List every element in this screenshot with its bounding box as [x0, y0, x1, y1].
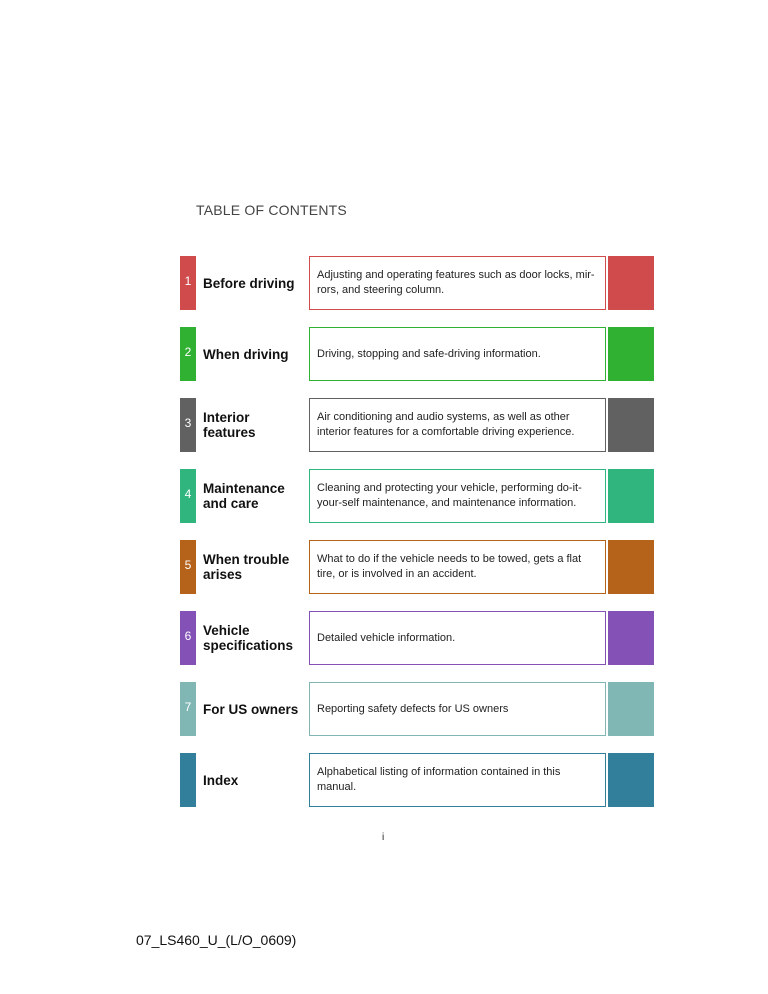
- section-number: 5: [184, 558, 192, 572]
- section-number-tab: [180, 753, 196, 807]
- section-description: Alphabetical listing of information contained in this manual.: [309, 753, 606, 807]
- section-number: 7: [184, 700, 192, 714]
- section-number-tab: [180, 611, 196, 665]
- section-title[interactable]: For US owners: [203, 701, 299, 717]
- section-color-tab: [608, 682, 654, 736]
- section-description: Cleaning and protecting your vehicle, performing do-it-your-self maintenance, and maintenance information.: [309, 469, 606, 523]
- section-number: 2: [184, 345, 192, 359]
- section-title[interactable]: Index: [203, 772, 239, 788]
- section-number-tab: [180, 469, 196, 523]
- section-description: Adjusting and operating features such as door locks, mir-rors, and steering column.: [309, 256, 606, 310]
- section-number: 1: [184, 274, 192, 288]
- section-color-tab: [608, 256, 654, 310]
- section-number-tab: [180, 682, 196, 736]
- toc-row-when-trouble-arises[interactable]: [180, 540, 654, 594]
- section-title[interactable]: Before driving: [203, 275, 295, 291]
- toc-row-when-driving[interactable]: [180, 327, 654, 381]
- section-number-tab: [180, 398, 196, 452]
- section-title[interactable]: Maintenance and care: [203, 481, 285, 511]
- section-color-tab: [608, 398, 654, 452]
- section-number-tab: [180, 327, 196, 381]
- section-color-tab: [608, 611, 654, 665]
- section-description: Driving, stopping and safe-driving information.: [309, 327, 606, 381]
- section-description: Detailed vehicle information.: [309, 611, 606, 665]
- section-title[interactable]: When driving: [203, 346, 289, 362]
- section-description: What to do if the vehicle needs to be towed, gets a flat tire, or is involved in an accident.: [309, 540, 606, 594]
- section-number: 3: [184, 416, 192, 430]
- section-title[interactable]: Vehicle specifications: [203, 623, 294, 653]
- page-number: i: [382, 832, 385, 843]
- section-number-tab: [180, 256, 196, 310]
- section-number: 4: [184, 487, 192, 501]
- section-number: 6: [184, 629, 192, 643]
- document-code: 07_LS460_U_(L/O_0609): [136, 932, 297, 948]
- toc-row-index[interactable]: [180, 753, 654, 807]
- toc-row-vehicle-specifications[interactable]: [180, 611, 654, 665]
- section-color-tab: [608, 540, 654, 594]
- section-description: Reporting safety defects for US owners: [309, 682, 606, 736]
- section-color-tab: [608, 753, 654, 807]
- page-title: TABLE OF CONTENTS: [196, 202, 347, 218]
- section-title[interactable]: Interior features: [203, 410, 256, 440]
- section-color-tab: [608, 469, 654, 523]
- toc-row-for-us-owners[interactable]: [180, 682, 654, 736]
- toc-row-before-driving[interactable]: [180, 256, 654, 310]
- toc-row-interior-features[interactable]: [180, 398, 654, 452]
- section-number-tab: [180, 540, 196, 594]
- section-title[interactable]: When trouble arises: [203, 552, 290, 582]
- toc-row-maintenance-and-care[interactable]: [180, 469, 654, 523]
- section-description: Air conditioning and audio systems, as well as other interior features for a comfortable driving experience.: [309, 398, 606, 452]
- section-color-tab: [608, 327, 654, 381]
